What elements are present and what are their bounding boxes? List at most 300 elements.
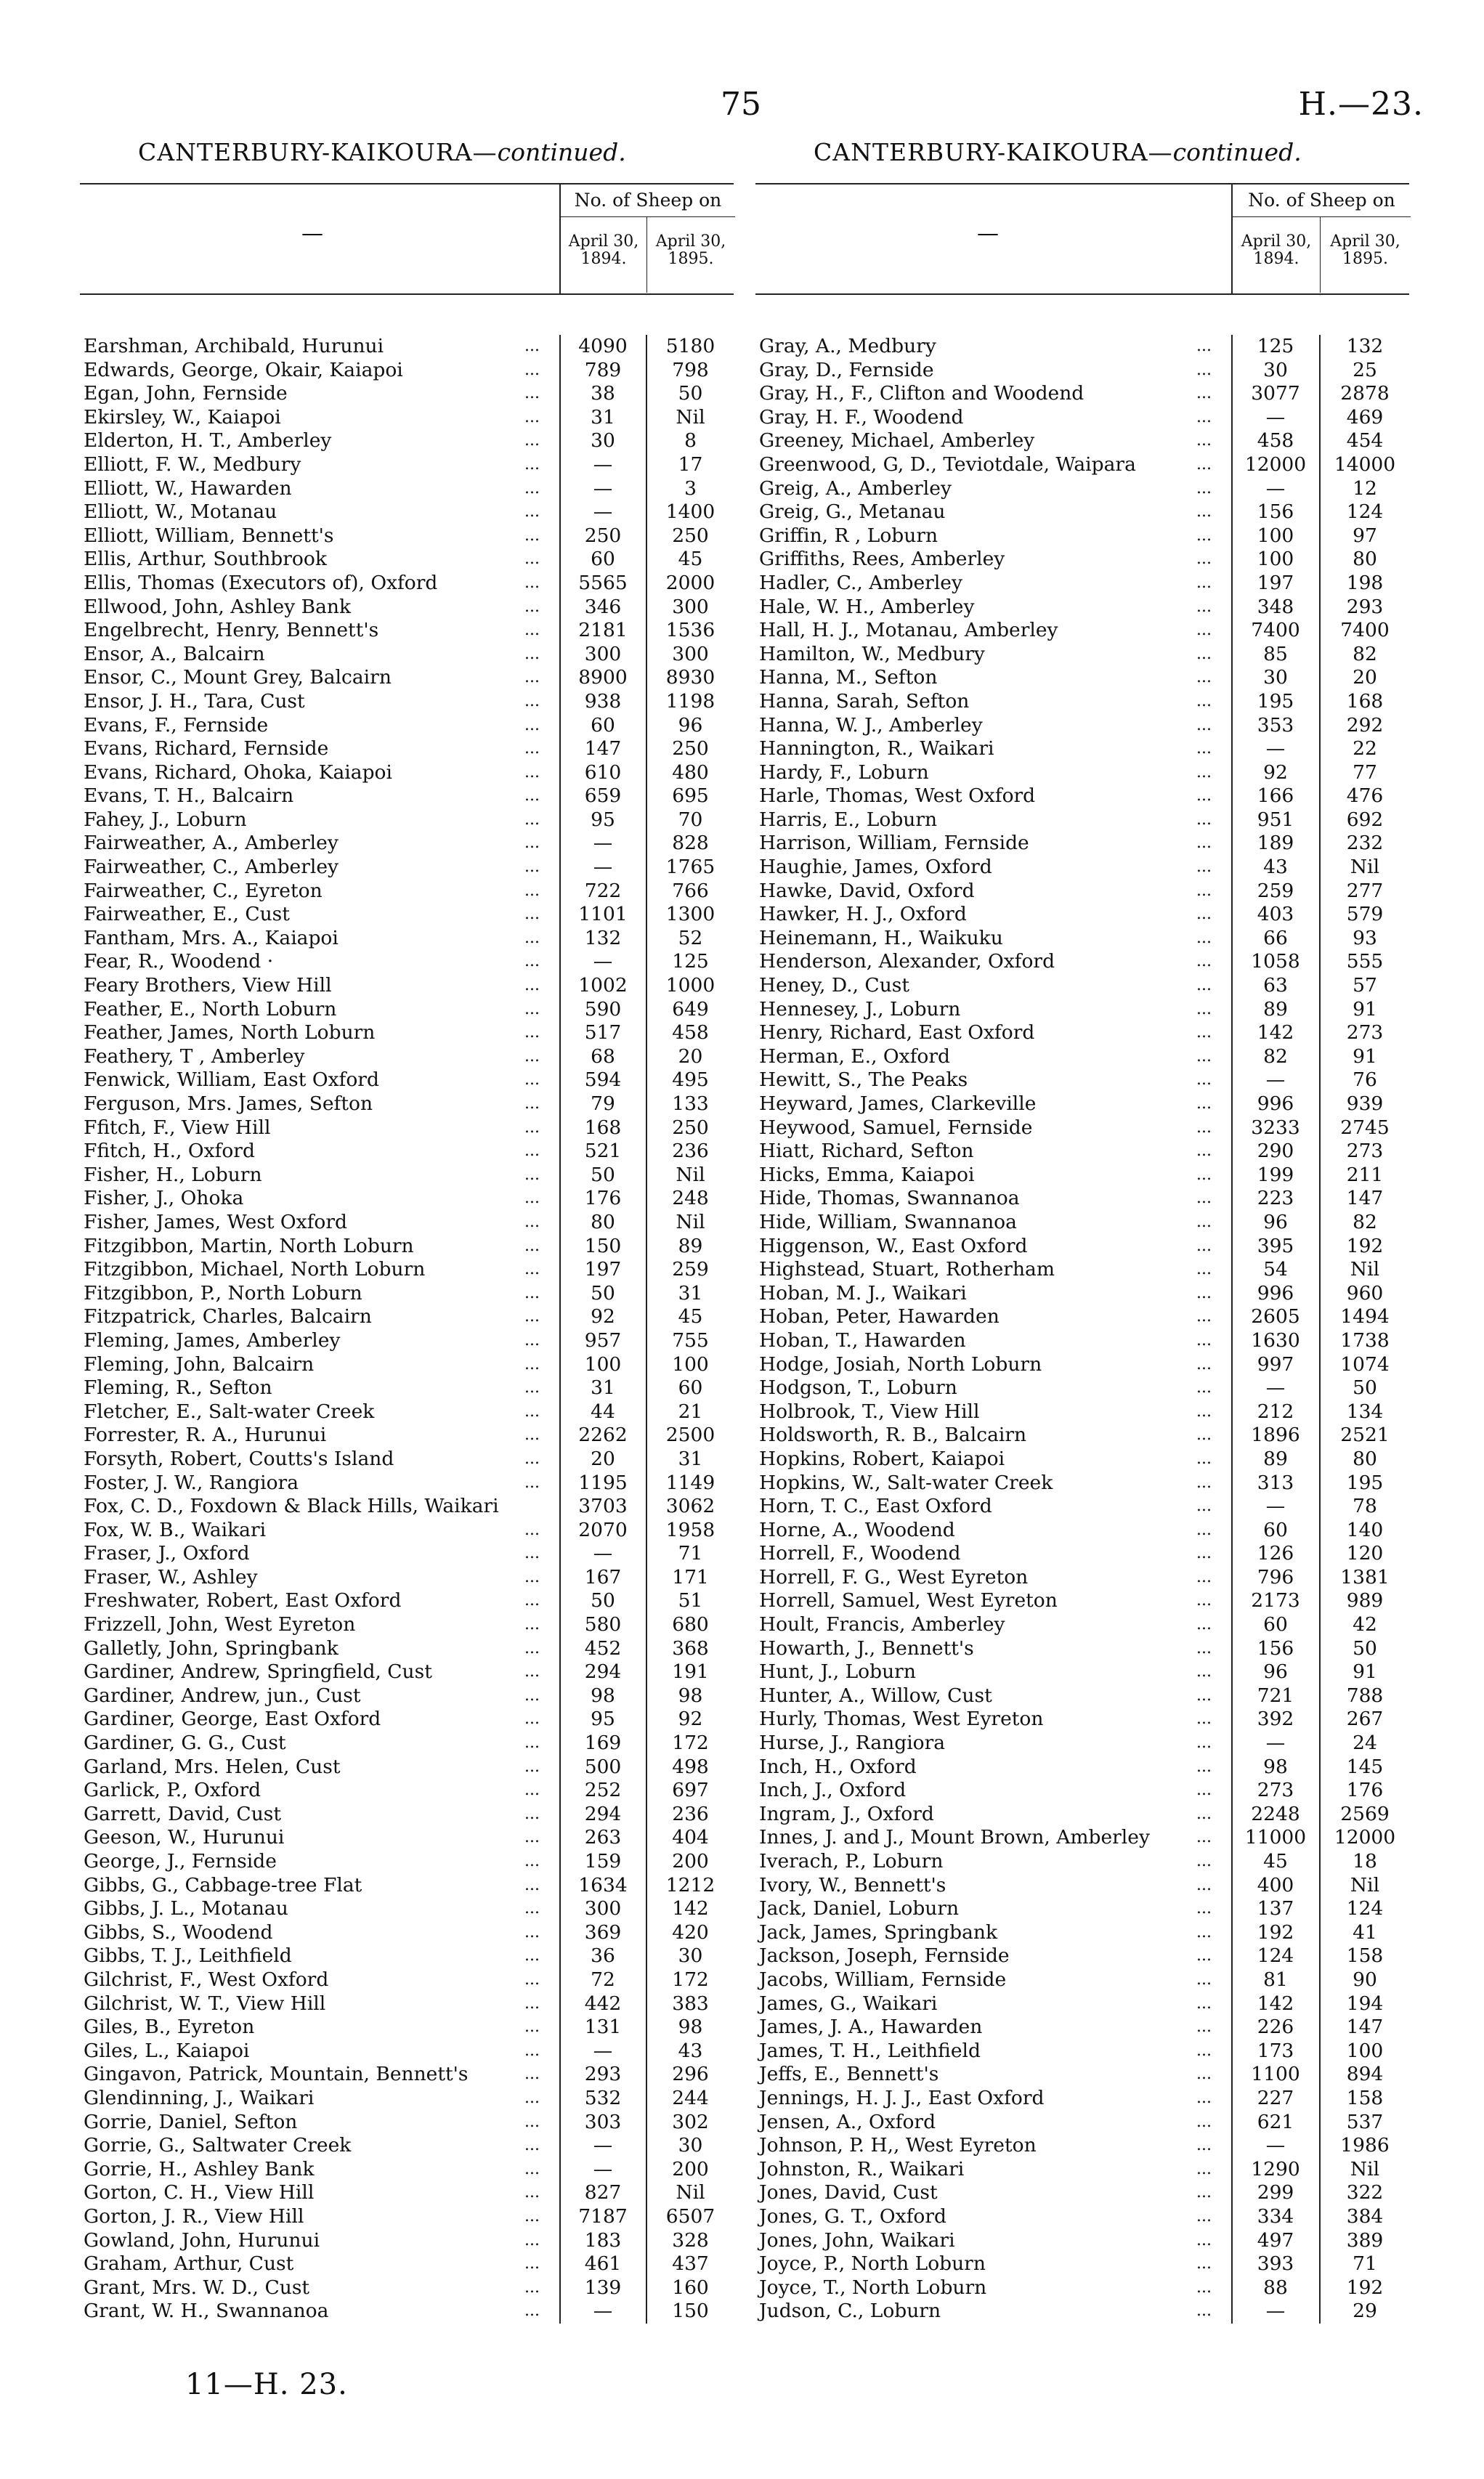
row-name: Gorrie, H., Ashley Bank xyxy=(84,2157,315,2180)
leader-dots: ... xyxy=(1196,573,1212,592)
row-name: George, J., Fernside xyxy=(84,1850,277,1873)
leader-dots: ... xyxy=(1196,668,1212,687)
leader-dots: ... xyxy=(524,1947,540,1965)
row-name: Gorrie, Daniel, Sefton xyxy=(84,2110,298,2133)
left-column xyxy=(80,138,734,2324)
row-name: Graham, Arthur, Cust xyxy=(84,2252,294,2276)
sheep-1894-cell: 92 xyxy=(1263,760,1288,784)
row-name: Hodgson, T., Loburn xyxy=(759,1376,957,1400)
row-name: Fairweather, C., Eyreton xyxy=(84,879,323,902)
leader-dots: ... xyxy=(1196,2255,1212,2273)
document-reference: H.—23. xyxy=(1298,86,1424,123)
table-row xyxy=(80,1660,734,1684)
leader-dots: ... xyxy=(1196,337,1212,355)
sheep-1895-cell: 41 xyxy=(1353,1920,1377,1944)
row-name: Jones, G. T., Oxford xyxy=(759,2204,946,2228)
sheep-1894-cell: 79 xyxy=(591,1092,615,1115)
leader-dots: ... xyxy=(524,2159,540,2178)
sheep-1894-cell: 1896 xyxy=(1251,1424,1300,1447)
sheep-1894-cell: 497 xyxy=(1257,2228,1294,2252)
leader-dots: ... xyxy=(1196,1734,1212,1753)
leader-dots: ... xyxy=(524,573,540,592)
row-name: Hawker, H. J., Oxford xyxy=(759,903,967,926)
sheep-1894-cell: 54 xyxy=(1263,1258,1288,1281)
row-name: Johnson, P. H,, West Eyreton xyxy=(759,2134,1037,2157)
leader-dots: ... xyxy=(524,431,540,450)
table-row xyxy=(80,1495,734,1519)
sheep-1895-cell: 1198 xyxy=(665,689,715,713)
table-row xyxy=(755,950,1409,974)
sheep-1895-cell: 50 xyxy=(1353,1636,1377,1660)
sheep-1895-cell: 145 xyxy=(1346,1755,1384,1778)
sheep-1894-cell: 300 xyxy=(584,642,622,665)
sheep-1894-cell: — xyxy=(1265,737,1286,760)
sheep-1895-cell: Nil xyxy=(676,1163,705,1186)
sheep-1894-cell: 82 xyxy=(1263,1044,1288,1068)
table-row xyxy=(80,2111,734,2135)
row-name: Engelbrecht, Henry, Bennett's xyxy=(84,619,379,642)
sheep-1894-cell: 290 xyxy=(1257,1140,1294,1163)
column-rule xyxy=(646,335,647,2324)
row-name: Hiatt, Richard, Sefton xyxy=(759,1140,974,1163)
left-header-col-1895: April 30, 1895. xyxy=(646,217,734,293)
leader-dots: ... xyxy=(1196,479,1212,498)
table-row xyxy=(755,572,1409,596)
table-row xyxy=(80,2016,734,2040)
row-name: Gorton, J. R., View Hill xyxy=(84,2204,304,2228)
sheep-1894-cell: — xyxy=(593,856,613,879)
leader-dots: ... xyxy=(524,1663,540,1681)
sheep-1895-cell: 248 xyxy=(672,1187,709,1210)
table-row xyxy=(80,2063,734,2087)
leader-dots: ... xyxy=(1196,1283,1212,1302)
sheep-1895-cell: 120 xyxy=(1346,1542,1384,1565)
row-name: Hewitt, S., The Peaks xyxy=(759,1068,968,1092)
sheep-1895-cell: 30 xyxy=(678,1944,703,1968)
table-row xyxy=(755,1826,1409,1850)
leader-dots: ... xyxy=(1196,1544,1212,1563)
sheep-1894-cell: 346 xyxy=(584,595,622,618)
sheep-1895-cell: Nil xyxy=(676,405,705,429)
sheep-1895-cell: 90 xyxy=(1353,1968,1377,1991)
table-row xyxy=(755,500,1409,524)
leader-dots: ... xyxy=(1196,1970,1212,1989)
table-row xyxy=(755,1092,1409,1116)
leader-dots: ... xyxy=(524,1591,540,1610)
sheep-1894-cell: 2181 xyxy=(578,619,628,642)
leader-dots: ... xyxy=(1196,999,1212,1018)
leader-dots: ... xyxy=(1196,2088,1212,2107)
row-name: Hardy, F., Loburn xyxy=(759,760,929,784)
sheep-1894-cell: 199 xyxy=(1257,1163,1294,1186)
leader-dots: ... xyxy=(1196,1615,1212,1634)
sheep-1895-cell: 1765 xyxy=(665,856,715,879)
sheep-1895-cell: 45 xyxy=(678,548,703,571)
table-row xyxy=(755,2300,1409,2324)
leader-dots: ... xyxy=(524,1165,540,1184)
leader-dots: ... xyxy=(524,1212,540,1231)
sheep-1894-cell: 5565 xyxy=(578,571,628,594)
row-name: Egan, John, Fernside xyxy=(84,382,288,405)
leader-dots: ... xyxy=(524,2136,540,2155)
table-row xyxy=(755,1779,1409,1803)
row-name: Howarth, J., Bennett's xyxy=(759,1636,974,1660)
row-name: Fox, C. D., Foxdown & Black Hills, Waikari xyxy=(84,1495,499,1518)
sheep-1895-cell: 1958 xyxy=(665,1518,715,1541)
sheep-1895-cell: 300 xyxy=(672,595,709,618)
leader-dots: ... xyxy=(524,763,540,782)
table-row xyxy=(755,1045,1409,1069)
sheep-1895-cell: 133 xyxy=(672,1092,709,1115)
row-name: Elliott, W., Hawarden xyxy=(84,476,292,500)
sheep-1894-cell: 173 xyxy=(1257,2039,1294,2062)
table-row xyxy=(80,2181,734,2205)
left-header-col-1894: April 30, 1894. xyxy=(568,232,639,268)
leader-dots: ... xyxy=(524,715,540,734)
table-row xyxy=(755,453,1409,477)
sheep-1895-cell: 57 xyxy=(1353,974,1377,997)
table-row xyxy=(80,1850,734,1874)
sheep-1895-cell: 80 xyxy=(1353,1447,1377,1470)
row-name: Edwards, George, Okair, Kaiapoi xyxy=(84,358,403,381)
table-row xyxy=(755,643,1409,667)
leader-dots: ... xyxy=(1196,2112,1212,2131)
sheep-1894-cell: 31 xyxy=(591,405,615,429)
sheep-1894-cell: 996 xyxy=(1257,1092,1294,1115)
table-row xyxy=(755,335,1409,359)
sheep-1894-cell: 2262 xyxy=(578,1424,628,1447)
row-name: Garland, Mrs. Helen, Cust xyxy=(84,1755,341,1778)
table-row xyxy=(80,1116,734,1140)
row-name: Inch, J., Oxford xyxy=(759,1779,907,1802)
leader-dots: ... xyxy=(1196,1520,1212,1539)
sheep-1895-cell: 1738 xyxy=(1340,1328,1390,1352)
sheep-1894-cell: 212 xyxy=(1257,1400,1294,1423)
sheep-1894-cell: 88 xyxy=(1263,2276,1288,2299)
sheep-1894-cell: 60 xyxy=(591,713,615,737)
sheep-1894-cell: 2605 xyxy=(1251,1305,1300,1328)
table-row xyxy=(755,1542,1409,1566)
sheep-1894-cell: 395 xyxy=(1257,1234,1294,1257)
table-row xyxy=(755,477,1409,501)
table-row xyxy=(80,1944,734,1968)
table-row xyxy=(80,1472,734,1496)
table-row xyxy=(80,737,734,761)
leader-dots: ... xyxy=(1196,905,1212,924)
sheep-1895-cell: 30 xyxy=(678,2134,703,2157)
leader-dots: ... xyxy=(1196,2136,1212,2155)
table-row xyxy=(755,1448,1409,1472)
row-name: Harris, E., Loburn xyxy=(759,808,938,831)
sheep-1895-cell: 168 xyxy=(1346,689,1384,713)
leader-dots: ... xyxy=(1196,2159,1212,2178)
table-row xyxy=(80,856,734,880)
table-row xyxy=(80,2205,734,2229)
table-row xyxy=(80,880,734,904)
sheep-1894-cell: 124 xyxy=(1257,1944,1294,1968)
sheep-1894-cell: 7400 xyxy=(1251,619,1300,642)
table-row xyxy=(80,1424,734,1448)
sheep-1894-cell: 96 xyxy=(1263,1660,1288,1684)
row-name: Hanna, M., Sefton xyxy=(759,666,938,689)
table-row xyxy=(80,1068,734,1092)
table-row xyxy=(755,1589,1409,1613)
sheep-1895-cell: 2569 xyxy=(1340,1802,1390,1825)
table-row xyxy=(755,1400,1409,1424)
row-name: Hopkins, W., Salt-water Creek xyxy=(759,1471,1053,1494)
row-name: Forrester, R. A., Hurunui xyxy=(84,1424,327,1447)
table-row xyxy=(80,1021,734,1045)
leader-dots: ... xyxy=(1196,691,1212,710)
table-row xyxy=(755,1424,1409,1448)
sheep-1895-cell: 1536 xyxy=(665,619,715,642)
row-name: Hale, W. H., Amberley xyxy=(759,595,975,618)
leader-dots: ... xyxy=(524,1023,540,1042)
sheep-1895-cell: 12 xyxy=(1353,476,1377,500)
sheep-1894-cell: 796 xyxy=(1257,1565,1294,1589)
row-name: Fleming, James, Amberley xyxy=(84,1328,341,1352)
table-row xyxy=(755,1211,1409,1235)
sheep-1895-cell: 194 xyxy=(1346,1992,1384,2015)
leader-dots: ... xyxy=(524,1426,540,1445)
sheep-1894-cell: 1101 xyxy=(578,903,628,926)
sheep-1894-cell: 3233 xyxy=(1251,1116,1300,1139)
sheep-1895-cell: 140 xyxy=(1346,1518,1384,1541)
sheep-1894-cell: 139 xyxy=(584,2276,622,2299)
row-name: Feathery, T , Amberley xyxy=(84,1044,305,1068)
sheep-1894-cell: 273 xyxy=(1257,1779,1294,1802)
leader-dots: ... xyxy=(1196,1071,1212,1090)
sheep-1895-cell: 273 xyxy=(1346,1140,1384,1163)
sheep-1895-cell: 20 xyxy=(678,1044,703,1068)
sheep-1894-cell: 12000 xyxy=(1244,453,1307,476)
sheep-1895-cell: 89 xyxy=(678,1234,703,1257)
sheep-1895-cell: 98 xyxy=(678,1684,703,1707)
row-name: Gilchrist, W. T., View Hill xyxy=(84,1992,326,2015)
leader-dots: ... xyxy=(524,1734,540,1753)
sheep-1894-cell: 827 xyxy=(584,2181,622,2204)
sheep-1895-cell: 25 xyxy=(1353,358,1377,381)
sheep-1894-cell: 100 xyxy=(1257,524,1294,547)
row-name: Jack, Daniel, Loburn xyxy=(759,1897,960,1920)
sheep-1894-cell: 227 xyxy=(1257,2086,1294,2109)
leader-dots: ... xyxy=(524,1071,540,1090)
table-row xyxy=(755,1376,1409,1400)
row-name: Fleming, R., Sefton xyxy=(84,1376,272,1400)
table-row xyxy=(755,2252,1409,2276)
sheep-1895-cell: 124 xyxy=(1346,500,1384,524)
sheep-1895-cell: 989 xyxy=(1346,1589,1384,1612)
row-name: Fitzgibbon, Martin, North Loburn xyxy=(84,1234,414,1257)
sheep-1894-cell: 400 xyxy=(1257,1873,1294,1896)
sheep-1894-cell: 722 xyxy=(584,879,622,902)
right-header-dash: — xyxy=(977,221,999,246)
table-row xyxy=(755,1140,1409,1164)
row-name: Holbrook, T., View Hill xyxy=(759,1400,980,1423)
table-row xyxy=(80,1448,734,1472)
left-title-text: CANTERBURY-KAIKOURA— xyxy=(138,138,498,166)
sheep-1894-cell: 521 xyxy=(584,1140,622,1163)
sheep-1895-cell: 480 xyxy=(672,760,709,784)
leader-dots: ... xyxy=(524,1544,540,1563)
row-name: James, G., Waikari xyxy=(759,1992,938,2015)
sheep-1895-cell: 142 xyxy=(672,1897,709,1920)
sheep-1895-cell: 537 xyxy=(1346,2110,1384,2133)
sheep-1895-cell: 697 xyxy=(672,1779,709,1802)
sheep-1894-cell: — xyxy=(1265,1376,1286,1400)
sheep-1895-cell: 77 xyxy=(1353,760,1377,784)
leader-dots: ... xyxy=(1196,1663,1212,1681)
sheep-1895-cell: 5180 xyxy=(665,335,715,357)
row-name: Elliott, W., Motanau xyxy=(84,500,277,524)
table-row xyxy=(80,1732,734,1756)
row-name: James, J. A., Hawarden xyxy=(759,2016,983,2039)
row-name: Hawke, David, Oxford xyxy=(759,879,975,902)
sheep-1894-cell: — xyxy=(593,2300,613,2323)
sheep-1895-cell: 96 xyxy=(678,713,703,737)
row-name: Hodge, Josiah, North Loburn xyxy=(759,1352,1042,1376)
sheep-1895-cell: 147 xyxy=(1346,2016,1384,2039)
sheep-1894-cell: 1058 xyxy=(1251,950,1300,973)
table-row xyxy=(80,714,734,738)
table-row xyxy=(755,1116,1409,1140)
sheep-1895-cell: 192 xyxy=(1346,1234,1384,1257)
leader-dots: ... xyxy=(524,407,540,426)
row-name: Fear, R., Woodend · xyxy=(84,950,274,973)
sheep-1895-cell: 766 xyxy=(672,879,709,902)
leader-dots: ... xyxy=(1196,1591,1212,1610)
row-name: Ellis, Arthur, Southbrook xyxy=(84,548,327,571)
leader-dots: ... xyxy=(524,479,540,498)
leader-dots: ... xyxy=(1196,1402,1212,1421)
sheep-1894-cell: 1100 xyxy=(1251,2063,1300,2086)
row-name: Evans, Richard, Fernside xyxy=(84,737,329,760)
right-header-sheep-label: No. of Sheep on xyxy=(1233,184,1411,217)
sheep-1894-cell: 30 xyxy=(591,429,615,453)
leader-dots: ... xyxy=(1196,739,1212,758)
row-name: Hunt, J., Loburn xyxy=(759,1660,916,1684)
left-column-title xyxy=(138,138,734,183)
sheep-1895-cell: 6507 xyxy=(665,2204,715,2228)
sheep-1895-cell: 236 xyxy=(672,1140,709,1163)
leader-dots: ... xyxy=(1196,1899,1212,1918)
table-row xyxy=(755,1519,1409,1543)
sheep-1894-cell: 30 xyxy=(1263,666,1288,689)
sheep-1894-cell: 68 xyxy=(591,1044,615,1068)
leader-dots: ... xyxy=(1196,1639,1212,1658)
sheep-1895-cell: 18 xyxy=(1353,1850,1377,1873)
sheep-1895-cell: 92 xyxy=(678,1708,703,1731)
sheep-1894-cell: 2070 xyxy=(578,1518,628,1541)
sheep-1895-cell: 91 xyxy=(1353,1044,1377,1068)
sheep-1895-cell: 172 xyxy=(672,1732,709,1755)
leader-dots: ... xyxy=(524,455,540,474)
table-row xyxy=(755,1353,1409,1377)
sheep-1895-cell: Nil xyxy=(676,2181,705,2204)
leader-dots: ... xyxy=(524,952,540,971)
table-row xyxy=(80,1566,734,1590)
sheep-1894-cell: 263 xyxy=(584,1826,622,1849)
table-row xyxy=(80,1921,734,1945)
row-name: Heney, D., Cust xyxy=(759,974,910,997)
row-name: Hall, H. J., Motanau, Amberley xyxy=(759,619,1058,642)
sheep-1895-cell: 292 xyxy=(1346,713,1384,737)
sheep-1895-cell: 1000 xyxy=(665,974,715,997)
table-row xyxy=(755,2111,1409,2135)
leader-dots: ... xyxy=(1196,2278,1212,2297)
table-row xyxy=(80,382,734,406)
leader-dots: ... xyxy=(1196,2183,1212,2202)
sheep-1894-cell: 1634 xyxy=(578,1873,628,1896)
sheep-1894-cell: 293 xyxy=(584,2063,622,2086)
sheep-1894-cell: 1195 xyxy=(578,1471,628,1494)
table-row xyxy=(80,1874,734,1898)
table-row xyxy=(755,2040,1409,2064)
sheep-1895-cell: 250 xyxy=(672,737,709,760)
sheep-1895-cell: 93 xyxy=(1353,926,1377,949)
sheep-1895-cell: 293 xyxy=(1346,595,1384,618)
leader-dots: ... xyxy=(524,526,540,545)
sheep-1895-cell: 1400 xyxy=(665,500,715,524)
leader-dots: ... xyxy=(1196,858,1212,877)
table-row xyxy=(755,1613,1409,1637)
sheep-1894-cell: 403 xyxy=(1257,903,1294,926)
row-name: Gray, H. F., Woodend xyxy=(759,405,964,429)
leader-dots: ... xyxy=(1196,2302,1212,2321)
sheep-1894-cell: 66 xyxy=(1263,926,1288,949)
sheep-1894-cell: 36 xyxy=(591,1944,615,1968)
leader-dots: ... xyxy=(524,999,540,1018)
row-name: Horne, A., Woodend xyxy=(759,1518,955,1541)
row-name: Fairweather, A., Amberley xyxy=(84,832,338,855)
sheep-1894-cell: 63 xyxy=(1263,974,1288,997)
table-row xyxy=(80,1353,734,1377)
table-row xyxy=(755,1756,1409,1780)
sheep-1894-cell: 142 xyxy=(1257,1021,1294,1044)
table-row xyxy=(755,2016,1409,2040)
table-row xyxy=(755,1944,1409,1968)
sheep-1894-cell: 226 xyxy=(1257,2016,1294,2039)
table-row xyxy=(80,1376,734,1400)
sheep-1895-cell: 273 xyxy=(1346,1021,1384,1044)
sheep-1894-cell: 1290 xyxy=(1251,2157,1300,2180)
row-name: Fleming, John, Balcairn xyxy=(84,1352,315,1376)
table-row xyxy=(755,2087,1409,2111)
table-row xyxy=(80,974,734,998)
row-name: Fitzpatrick, Charles, Balcairn xyxy=(84,1305,372,1328)
sheep-1894-cell: 98 xyxy=(1263,1755,1288,1778)
row-name: Innes, J. and J., Mount Brown, Amberley xyxy=(759,1826,1150,1849)
table-row xyxy=(755,1992,1409,2016)
table-row xyxy=(755,1850,1409,1874)
leader-dots: ... xyxy=(524,881,540,900)
sheep-1894-cell: 125 xyxy=(1257,335,1294,357)
leader-dots: ... xyxy=(524,1236,540,1255)
table-row xyxy=(80,2040,734,2064)
table-row xyxy=(80,406,734,430)
leader-dots: ... xyxy=(524,1828,540,1847)
row-name: Jennings, H. J. J., East Oxford xyxy=(759,2086,1045,2109)
row-name: Garlick, P., Oxford xyxy=(84,1779,261,1802)
table-row xyxy=(755,2229,1409,2253)
row-name: Garrett, David, Cust xyxy=(84,1802,282,1825)
sheep-1894-cell: 50 xyxy=(591,1281,615,1305)
left-header-sheep-label: No. of Sheep on xyxy=(561,184,735,217)
table-row xyxy=(755,2134,1409,2158)
leader-dots: ... xyxy=(1196,1852,1212,1870)
table-row xyxy=(80,690,734,714)
leader-dots: ... xyxy=(524,1852,540,1870)
